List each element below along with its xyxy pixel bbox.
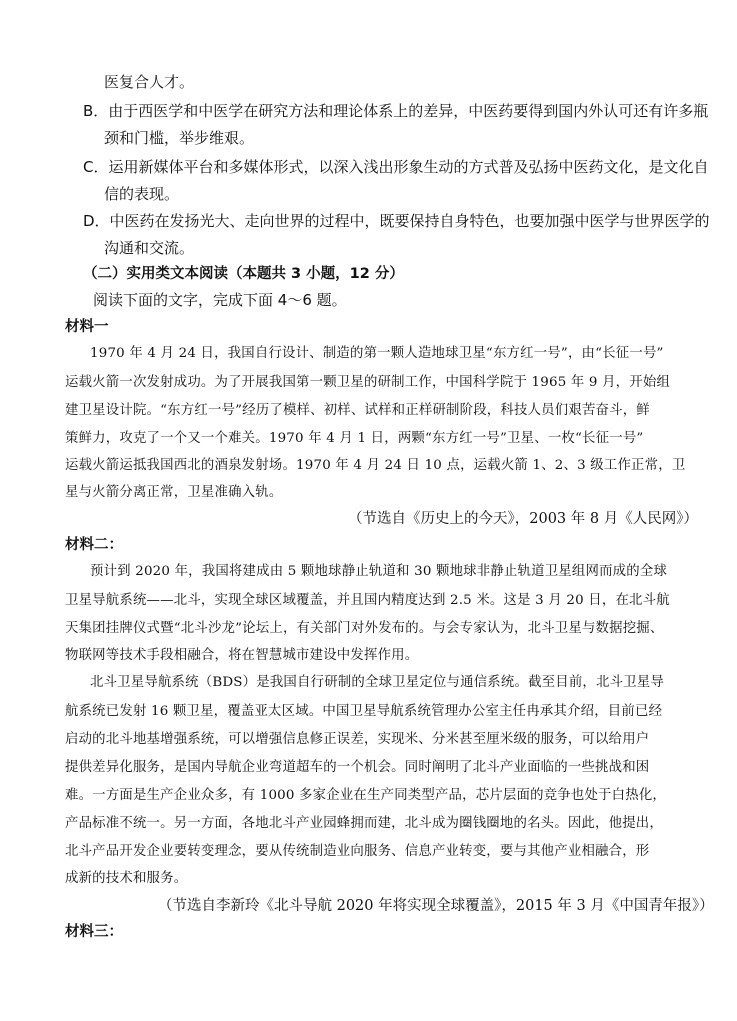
material-2-line: 物联网等技术手段相融合，将在智慧城市建设中发挥作用。 <box>65 648 419 663</box>
material-2-line: 产品标准不统一。另一方面，各地北斗产业园蜂拥而建，北斗成为圈钱圈地的名头。因此，他提出， <box>65 816 663 831</box>
material-2-line: 北斗卫星导航系统（BDS）是我国自行研制的全球卫星定位与通信系统。截至目前，北斗卫星导 <box>90 675 664 690</box>
material-2-line: 天集团挂牌仪式暨“北斗沙龙”论坛上，有关部门对外发布的。与会专家认为，北斗卫星与数据挖掘、 <box>65 621 664 636</box>
material-2-line: 卫星导航系统——北斗，实现全球区域覆盖，并且国内精度达到 2.5 米。这是 3 月 20 日，在北斗航 <box>65 593 670 608</box>
material-3-label: 材料三： <box>65 924 123 940</box>
option-b-line-2: 颈和门槛，举步维艰。 <box>104 129 255 147</box>
material-1-line: 星与火箭分离正常，卫星准确入轨。 <box>65 485 283 500</box>
material-2-line: 启动的北斗地基增强系统，可以增强信息修正误差，实现米、分米甚至厘米级的服务，可以给用户 <box>65 732 650 747</box>
option-a-tail: 医复合人才。 <box>104 73 195 91</box>
material-2-line: 航系统已发射 16 颗卫星，覆盖亚太区域。中国卫星导航系统管理办公室主任冉承其介绍，目前已经 <box>65 704 663 719</box>
material-1-source: （节选自《历史上的今天》，2003 年 8 月《人民网》） <box>348 511 698 527</box>
material-1-label: 材料一 <box>65 319 109 335</box>
option-c-line-1: C．运用新媒体平台和多媒体形式，以深入浅出形象生动的方式普及弘扬中医药文化，是文化自 <box>83 158 709 176</box>
option-d-line-1: D．中医药在发扬光大、走向世界的过程中，既要保持自身特色，也要加强中医学与世界医学的 <box>83 212 710 230</box>
material-1-line: 建卫星设计院。“东方红一号”经历了模样、初样、试样和正样研制阶段，科技人员们艰苦奋斗，鲜 <box>65 403 650 418</box>
section-instruction: 阅读下面的文字，完成下面 4～6 题。 <box>93 291 347 309</box>
material-2-line: 难。一方面是生产企业众多，有 1000 多家企业在生产同类型产品，芯片层面的竞争也处于白热化， <box>65 788 667 803</box>
material-1-line: 1970 年 4 月 24 日，我国自行设计、制造的第一颗人造地球卫星“东方红一号”，由“长征一号” <box>90 346 664 361</box>
section-heading: （二）实用类文本阅读（本题共 3 小题，12 分） <box>83 266 404 282</box>
material-1-line: 运载火箭一次发射成功。为了开展我国第一颗卫星的研制工作，中国科学院于 1965 年 9 月，开始组 <box>65 375 671 390</box>
material-2-line: 北斗产品开发企业要转变理念，要从传统制造业向服务、信息产业转变，要与其他产业相融合，形 <box>65 844 650 859</box>
option-d-line-2: 沟通和交流。 <box>104 239 195 257</box>
material-2-line: 成新的技术和服务。 <box>65 871 188 886</box>
material-1-line: 策鲜力，攻克了一个又一个难关。1970 年 4 月 1 日，两颗“东方红一号”卫星、一枚“长征一号” <box>65 431 644 446</box>
option-c-line-2: 信的表现。 <box>104 185 180 203</box>
material-1-line: 运载火箭运抵我国西北的酒泉发射场。1970 年 4 月 24 日 10 点，运载火箭 1、2、3 级工作正常，卫 <box>65 458 686 473</box>
material-2-line: 提供差异化服务，是国内导航企业弯道超车的一个机会。同时阐明了北斗产业面临的一些挑战和困 <box>65 760 650 775</box>
material-2-line: 预计到 2020 年，我国将建成由 5 颗地球静止轨道和 30 颗地球非静止轨道卫星组网而成的全球 <box>90 564 668 579</box>
material-2-source: （节选自李新玲《北斗导航 2020 年将实现全球覆盖》，2015 年 3 月《中国青年报》） <box>158 898 714 914</box>
material-2-label: 材料二： <box>65 537 123 553</box>
option-b-line-1: B．由于西医学和中医学在研究方法和理论体系上的差异，中医药要得到国内外认可还有许多瓶 <box>83 102 709 120</box>
